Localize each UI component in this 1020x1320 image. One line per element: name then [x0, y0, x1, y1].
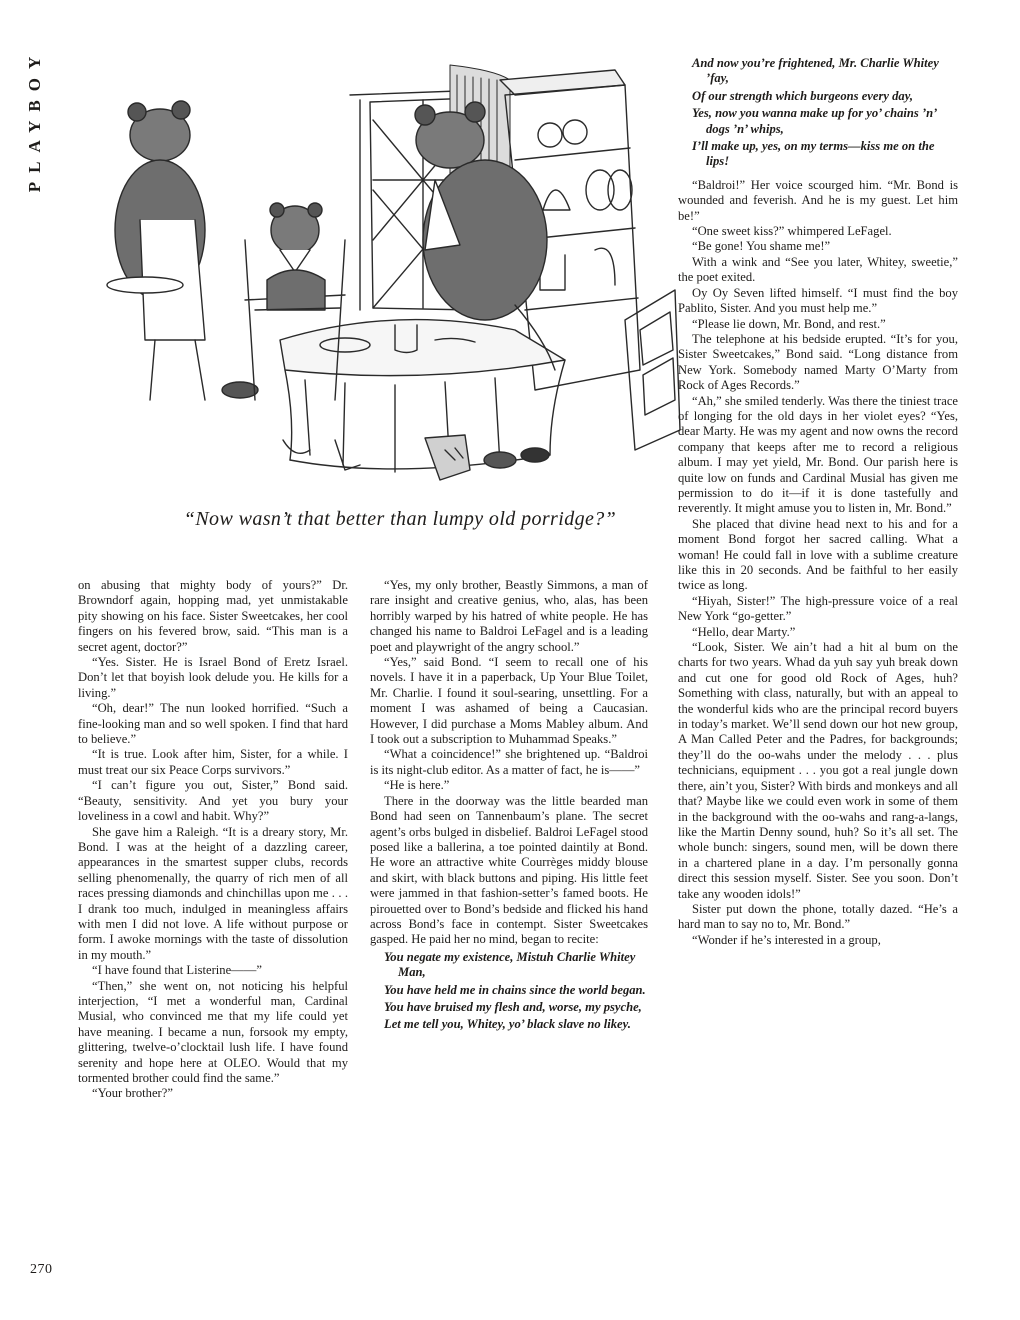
paragraph: “Be gone! You shame me!” [692, 239, 831, 254]
verse-line: You have held me in chains since the world began. [384, 982, 646, 997]
poem-verse [370, 950, 648, 1033]
paragraph: There in the doorway was the little bearded man Bond had seen on Tannenbaum’s plane. The secret agent’s orbs bulged in disbelief. Baldroi LeFagel stood posed like a ballerina, a toe pointed daintily at Bond. He wore an attractive white Courrèges middy blouse and skirt, with black buttons and piping. His little feet were jammed in that fashion-setter’s famed boots. He pirouetted over to Bond’s bedside and flicked his hand across Bond’s face in contempt. Sister Sweetcakes gasped. He paid her no mind, began to recite: [370, 793, 648, 947]
paragraph: “Hiyah, Sister!” The high-pressure voice of a real New York “go-getter.” [678, 593, 958, 624]
paragraph: Oy Oy Seven lifted himself. “I must find the boy Pablito, Sister. And you must help me.” [678, 285, 958, 316]
paragraph: “Hello, dear Marty.” [692, 624, 796, 639]
article-column-2 [370, 578, 648, 1035]
paragraph: “Yes,” said Bond. “I seem to recall one of his novels. I have it in a paperback, Up Your Blue Toilet, Mr. Charlie. I found it soul-searing, unsettling. For a moment I was ashamed of being a Caucasian. However, I did purchase a Moms Mabley album. And I took out a subscription to Muhammad Speaks.” [370, 655, 648, 747]
paragraph: “He is here.” [384, 778, 450, 793]
cartoon-caption: “Now wasn’t that better than lumpy old porridge?” [183, 508, 617, 530]
paragraph: With a wink and “See you later, Whitey, sweetie,” the poet exited. [678, 254, 958, 285]
verse-line: I’ll make up, yes, on my terms—kiss me on the lips! [692, 139, 935, 169]
verse-line: Yes, now you wanna make up for yo’ chains ’n’ dogs ’n’ whips, [692, 106, 937, 136]
paragraph: “Baldroi!” Her voice scourged him. “Mr. Bond is wounded and feverish. And he is my guest. Let him be!” [678, 177, 958, 223]
cartoon-illustration [95, 40, 685, 500]
page-number: 270 [30, 1262, 53, 1277]
paragraph: “Please lie down, Mr. Bond, and rest.” [692, 316, 886, 331]
article-column-1 [78, 578, 348, 1102]
magazine-name: PLAYBOY [25, 47, 44, 193]
paragraph: “Oh, dear!” The nun looked horrified. “Such a fine-looking man and so well spoken. I find that hard to believe.” [78, 701, 348, 747]
paragraph: “Yes. Sister. He is Israel Bond of Eretz Israel. Don’t let that boyish look delude you. He kills for a living.” [78, 655, 348, 700]
paragraph: “Your brother?” [92, 1086, 173, 1101]
paragraph: The telephone at his bedside erupted. “It’s for you, Sister Sweetcakes,” Bond said. “Long distance from New York. Somebody named Marty O’Marty from Rock of Ages Records.” [678, 331, 958, 393]
paragraph: She gave him a Raleigh. “It is a dreary story, Mr. Bond. I was at the height of a dazzling career, appearances in the smartest supper clubs, records selling phenomenally, the quarry of rich men of all races pressing diamonds and chinchillas upon me . . . I drank too much, indulged in meaningless affairs with men I did not love. A life without purpose or form. I awoke mornings with the taste of dissolution in my mouth.” [78, 824, 348, 962]
verse-line: Of our strength which burgeons every day, [692, 88, 913, 103]
paragraph: “Ah,” she smiled tenderly. Was there the tiniest trace of longing for the old days in her violet eyes? “Yes, dear Marty. He was my agent and now owns the record company that keeps after me to record a religious album. I may yet yield, Mr. Bond. Our parish here is quite low on funds and Cardinal Musial has given me permission to do it—if it is done tastefully and reverently. It might amuse you to listen in, Mr. Bond.” [678, 393, 958, 516]
article-column-3 [678, 54, 958, 948]
paragraph: “Yes, my only brother, Beastly Simmons, a man of rare insight and creative genius, who, alas, has been horribly warped by his hatred of white people. He has changed his name to Baldroi LeFagel and is a leading poet and playwright of the angry school.” [370, 578, 648, 654]
mama-bear-drawing [107, 101, 258, 400]
paragraph: “Then,” she went on, not noticing his helpful interjection, “I met a wonderful man, Cardinal Musial, who convinced me that my life could yet have meaning. I became a nun, forsook my empty, glittering, twelve-o’clocktail lush life. I have found serenity and hope here at OLEO. Would that my tormented brother could find the same.” [78, 978, 348, 1085]
paragraph: “What a coincidence!” she brightened up. “Baldroi is its night-club editor. As a matter of fact, he is——” [370, 747, 648, 777]
verse-line: You negate my existence, Mistuh Charlie Whitey Man, [384, 949, 636, 980]
paragraph: “Wonder if he’s interested in a group, [692, 932, 881, 947]
poem-verse [678, 56, 958, 170]
paragraph: “Look, Sister. We ain’t had a hit al bum on the charts for two years. Whad da yuh say yuh break down and cut one for good old Rock of Ages, huh? Something with class, naturally, but with an appeal to the wonderful kids who are the principal record buyers in today’s market. We’ll send down our hot new group, A Man Called Peter and the Padres, for backgrounds; they’ll do the oo-wahs under the melody . . . plus technicians, equipment . . . you got a real jungle down there, ain’t you, Sister? With birds and monkeys and all that? Maybe like we could even work in some of them in the background with the oo-wahs and rang-a-langs, like the Martin Denny sound, huh? So it’s all set. The whole bunch: singers, sound men, will be down there in a chartered plane in a day. I’m personally gonna direct this session myself. Sister. See you soon. Don’t take any wooden idols!” [678, 640, 958, 901]
verse-line: And now you’re frightened, Mr. Charlie Whitey ’fay, [692, 56, 939, 86]
verse-line: You have bruised my flesh and, worse, my psyche, [384, 999, 642, 1014]
paragraph: on abusing that mighty body of yours?” Dr. Browndorf again, hopping mad, yet unmistakable pity showing on his face. Sister Sweetcakes, her cool fingers on his fevered brow, said. “This man is a secret agent, doctor?” [78, 578, 348, 654]
paragraph: She placed that divine head next to his and for a moment Bond forgot her sacred calling. What a woman! He could fall in love with a sublime creature like this in 20 seconds. And be faithful to her easily twice as long. [678, 516, 958, 593]
magazine-masthead [22, 40, 48, 200]
paragraph: “One sweet kiss?” whimpered LeFagel. [692, 224, 892, 239]
floor-clutter-drawing [283, 435, 549, 480]
paragraph: “I have found that Listerine——” [92, 963, 262, 978]
paragraph: “I can’t figure you out, Sister,” Bond said. “Beauty, sensitivity. And yet you bury your loveliness in a cowl and habit. Why?” [78, 778, 348, 824]
paragraph: Sister put down the phone, totally dazed. “He’s a hard man to say no to, Mr. Bond.” [678, 901, 958, 932]
verse-line: Let me tell you, Whitey, yo’ black slave no likey. [384, 1017, 631, 1032]
table-drawing [280, 320, 565, 472]
paragraph: “It is true. Look after him, Sister, for a while. I must treat our six Peace Corps survivors.” [78, 747, 348, 777]
